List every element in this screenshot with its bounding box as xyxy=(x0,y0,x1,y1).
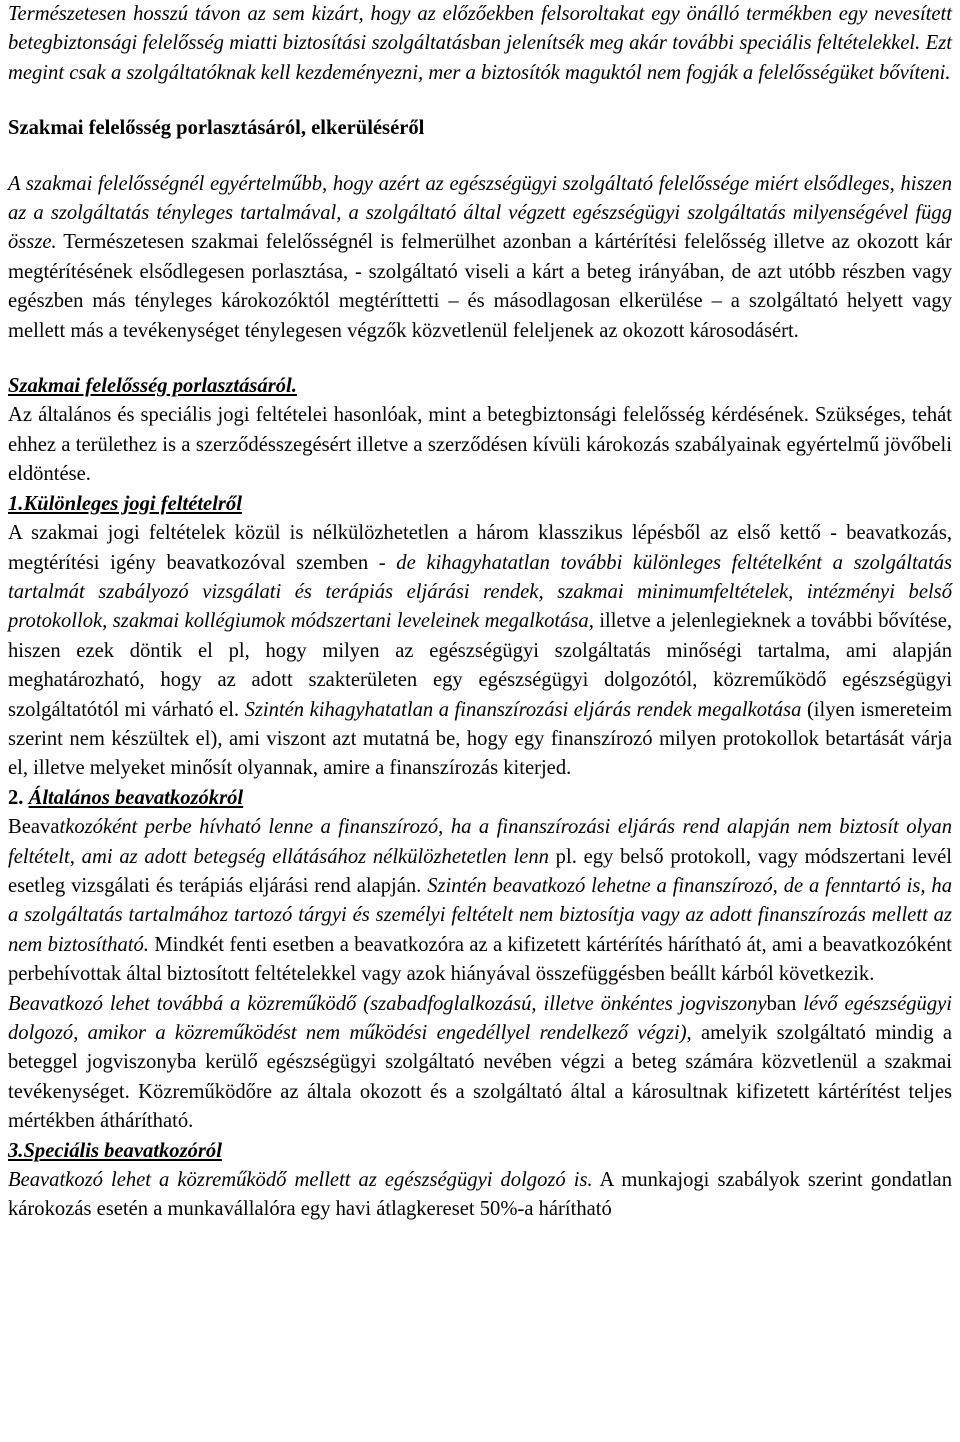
intro-paragraph xyxy=(8,0,952,88)
section-heading-main: Szakmai felelősség porlasztásáról, elkerüléséről xyxy=(8,117,425,140)
section-3-paragraph: Beavatkozó lehet a közreműködő mellett az egészségügyi dolgozó is. A munkajogi szabályok szerint gondatlan károkozás esetén a munkavállalóra egy havi átlagkereset 50%-a hárítható xyxy=(8,1169,952,1221)
section-3-heading: 3.Speciális beavatkozóról xyxy=(8,1139,222,1162)
section-2-paragraph: Beavatkozóként perbe hívható lenne a finanszírozó, ha a finanszírozási eljárás rend alapján nem biztosít olyan feltételt, ami az adott betegség ellátásához nélkülözhetetlen lenn pl. egy belső protokoll, vagy módszertani levél esetleg vizsgálati és terápiás eljárási rend alapján. Szintén beavatkozó lehetne a finanszírozó, de a fenntartó is, ha a szolgáltatás tartalmához tartozó tárgyi és személyi feltételt nem biztosítja vagy az adott finanszírozás mellett az nem biztosítható. Mindkét fenti esetben a beavatkozóra az a kifizetett kártérítés hárítható át, ami a beavatkozóként perbehívottak által biztosított feltételekkel vagy azok hiányával összefüggésben beállt kárból következik. xyxy=(8,816,953,986)
section-2-paragraph-2: Beavatkozó lehet továbbá a közreműködő (szabadfoglalkozású, illetve önkéntes jogviszonyban lévő egészségügyi dolgozó, amikor a közreműködést nem működési engedéllyel rendelkező végzi), amelyik szolgáltató mindig a beteggel jogviszonyba kerülő egészségügyi szolgáltató nevében végzi a beteg számára közvetlenül a szakmai tevékenységet. Közreműködőre az általa okozott és a szolgáltató által a károsultnak kifizetett kártérítést teljes mértékben áthárítható. xyxy=(8,992,952,1133)
section-1-heading: 1.Különleges jogi feltételről xyxy=(8,492,242,515)
section-2-heading: 2. Általános beavatkozókról xyxy=(8,786,244,809)
intro-italic-text: Természetesen hosszú távon az sem kizárt, hogy az előzőekben felsoroltakat egy önálló termékben egy nevesített betegbiztonsági felelősség miatti biztosítási szolgáltatásban jelenítsék meg akár további speciális feltételekkel. Ezt megint csak a szolgáltatóknak kell kezdeményezni, mer a biztosítók maguktól nem fogják a felelősségüket bővíteni. xyxy=(8,3,952,84)
section-1-paragraph: A szakmai jogi feltételek közül is nélkülözhetetlen a három klasszikus lépésből az első kettő - beavatkozás, megtérítési igény beavatkozóval szemben - de kihagyhatatlan további különleges feltételként a szolgáltatás tartalmát szabályozó vizsgálati és terápiás eljárási rendek, szakmai minimumfeltételek, intézményi belső protokollok, szakmai kollégiumok módszertani leveleinek megalkotása, illetve a jelenlegieknek a további bővítése, hiszen ezek döntik el pl, hogy milyen az egészségügyi szolgáltatás minőségi tartalma, ami alapján meghatározható, hogy az adott szakterületen egy egészségügyi dolgozótól, közreműködő egészségügyi szolgáltatótól mi várható el. Szintén kihagyhatatlan a finanszírozási eljárás rendek megalkotása (ilyen ismereteim szerint nem készültek el), ami viszont azt mutatná be, hogy egy finanszírozó milyen protokollok betartását várja el, illetve melyeket minősít olyannak, amire a finanszírozás kiterjed. xyxy=(8,522,953,780)
section-main-paragraph: A szakmai felelősségnél egyértelműbb, hogy azért az egészségügyi szolgáltató felelőssége miért elsődleges, hiszen az a szolgáltatás tényleges tartalmával, a szolgáltató által végzett egészségügyi szolgáltatás milyenségével függ össze. Természetesen szakmai felelősségnél is felmerülhet azonban a kártérítési felelősség illetve az okozott kár megtérítésének elsődlegesen porlasztása, - szolgáltató viseli a kárt a beteg irányában, de azt utóbb részben vagy egészben más tényleges károkozóktól megtéríttetti – és másodlagosan elkerülése – a szolgáltató helyett vagy mellett más a tevékenységet ténylegesen végzők közvetlenül feleljenek az okozott károsodásért. xyxy=(8,172,952,342)
section-porlasztas-paragraph: Az általános és speciális jogi feltételei hasonlóak, mint a betegbiztonsági felelősség kérdésének. Szükséges, tehát ehhez a területhez is a szerződésszegésért illetve a szerződésen kívüli károkozás szabályainak egyértelmű jövőbeli eldöntése. xyxy=(8,404,952,486)
section-heading-porlasztas: Szakmai felelősség porlasztásáról. xyxy=(8,375,297,398)
